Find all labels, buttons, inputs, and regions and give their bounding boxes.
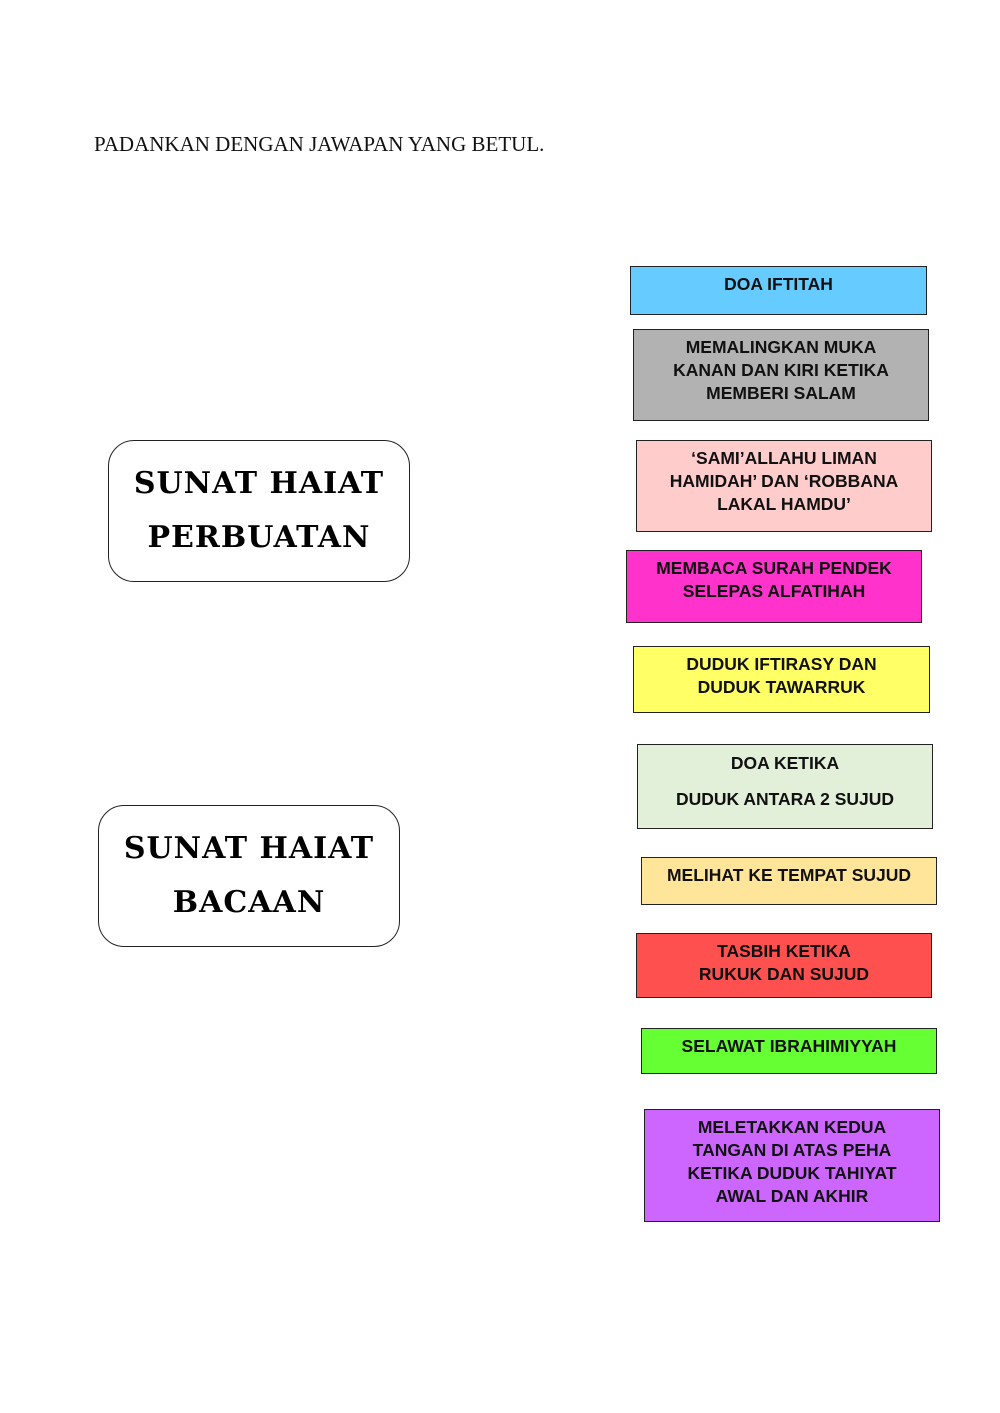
answer-card-samiallahu[interactable] (636, 440, 932, 532)
answer-text: RUKUK DAN SUJUD (698, 964, 870, 984)
answer-text: TANGAN DI ATAS PEHA (692, 1140, 892, 1160)
answer-text: MEMBERI SALAM (706, 383, 856, 403)
answer-card-doa-ketika-duduk[interactable] (637, 744, 933, 829)
category-box-sunat-haiat-bacaan[interactable] (98, 805, 400, 947)
answer-text: DUDUK IFTIRASY DAN (686, 654, 877, 674)
answer-card-melihat-ke-tempat-sujud[interactable] (641, 857, 937, 905)
answer-text: HAMIDAH’ DAN ‘ROBBANA (669, 471, 899, 491)
answer-text: TASBIH KETIKA (717, 941, 851, 961)
answer-card-membaca-surah-pendek[interactable] (626, 550, 922, 623)
answer-text: MEMALINGKAN MUKA (685, 337, 877, 357)
answer-text: ‘SAMI’ALLAHU LIMAN (691, 448, 877, 468)
answer-card-doa-iftitah[interactable] (630, 266, 927, 315)
answer-card-selawat-ibrahimiyyah[interactable] (641, 1028, 937, 1074)
answer-text: DOA KETIKA (730, 753, 840, 773)
answer-card-meletakkan-kedua-tangan[interactable] (644, 1109, 940, 1222)
answer-text: KANAN DAN KIRI KETIKA (673, 360, 889, 380)
category-box-sunat-haiat-perbuatan[interactable] (108, 440, 410, 582)
answer-text: MELETAKKAN KEDUA (697, 1117, 887, 1137)
answer-text: MEMBACA SURAH PENDEK (656, 558, 892, 578)
answer-text: DUDUK ANTARA 2 SUJUD (675, 789, 895, 809)
answer-text: SELEPAS ALFATIHAH (682, 581, 866, 601)
answer-text: KETIKA DUDUK TAHIYAT (687, 1163, 897, 1183)
answer-text: AWAL DAN AKHIR (715, 1186, 869, 1206)
category-title-line: PERBUATAN (147, 520, 371, 555)
answer-card-memalingkan-muka[interactable] (633, 329, 929, 421)
category-title-line: SUNAT HAIAT (133, 466, 385, 501)
answer-card-tasbih-ketika[interactable] (636, 933, 932, 998)
category-title-line: SUNAT HAIAT (123, 831, 375, 866)
worksheet-instruction: PADANKAN DENGAN JAWAPAN YANG BETUL. (94, 132, 545, 156)
answer-text: SELAWAT IBRAHIMIYYAH (681, 1036, 897, 1056)
answer-text: DOA IFTITAH (724, 274, 833, 294)
answer-card-duduk-iftirasy[interactable] (633, 646, 930, 713)
answer-text: MELIHAT KE TEMPAT SUJUD (666, 865, 912, 885)
answer-text: LAKAL HAMDU’ (717, 494, 851, 514)
category-title-line: BACAAN (172, 885, 326, 920)
answer-text: DUDUK TAWARRUK (697, 677, 866, 697)
